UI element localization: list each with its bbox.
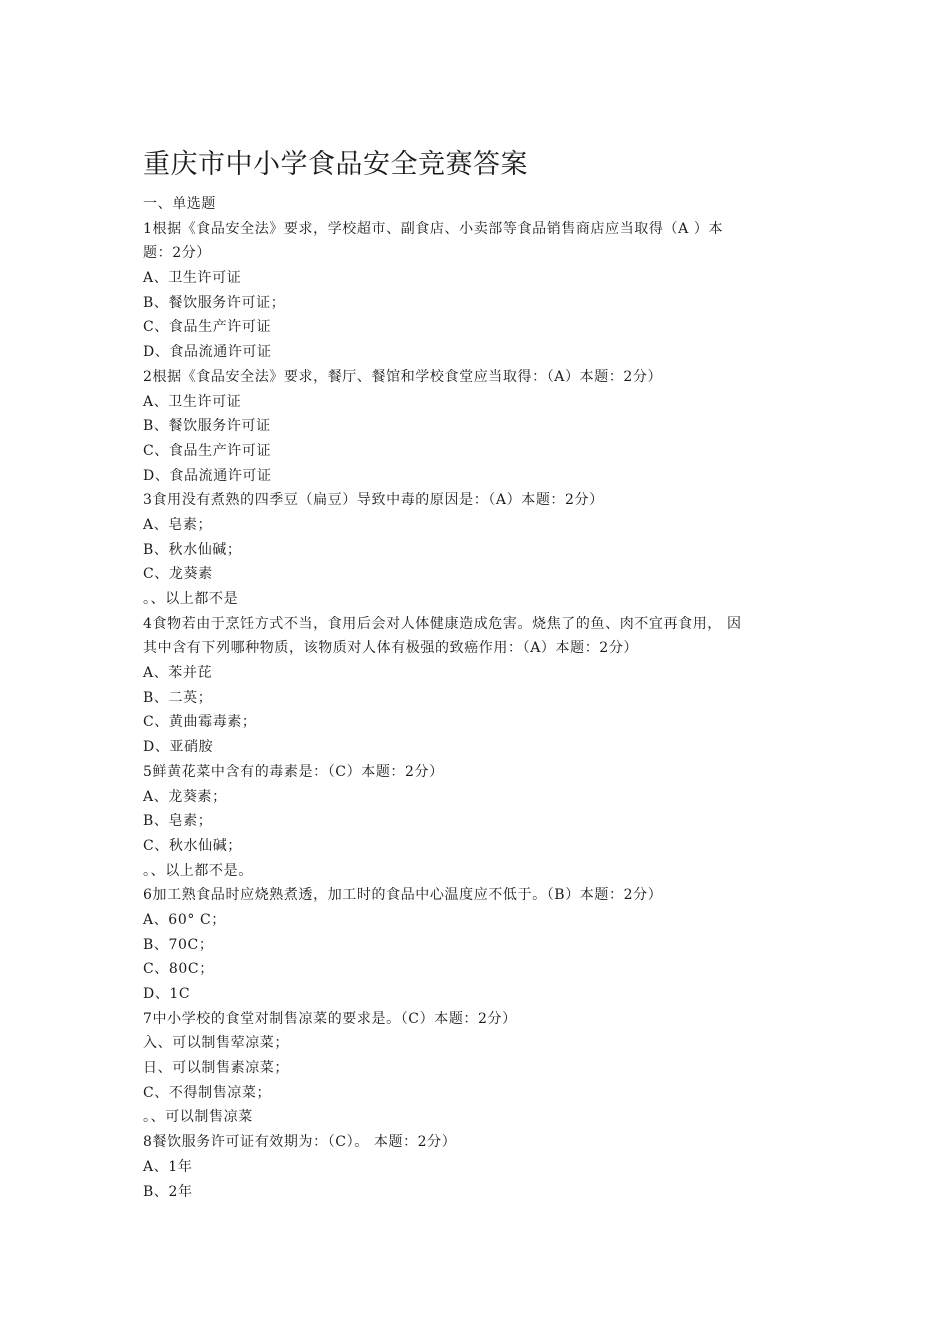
option-line: C、不得制售凉菜；: [143, 1084, 272, 1101]
question-4-line-1: 4食物若由于烹饪方式不当，食用后会对人体健康造成危害。烧焦了的鱼、肉不宜再食用， 因: [143, 615, 742, 632]
option-line: D、1C: [143, 986, 191, 1002]
option-line: B、皂素；: [143, 813, 213, 830]
option-line: D、亚硝胺: [143, 739, 214, 756]
option-line: A、龙葵素；: [143, 788, 227, 805]
option-line: 。、以上都不是: [143, 591, 239, 607]
option-line: C、80C；: [143, 961, 214, 978]
document-title: 重庆市中小学食品安全竞赛答案: [143, 149, 528, 180]
option-line: B、餐饮服务许可证: [143, 418, 271, 435]
option-line: C、食品生产许可证: [143, 319, 272, 336]
question-4-line-2: 其中含有下列哪种物质，该物质对人体有极强的致癌作用：（A）本题：2分）: [143, 640, 639, 657]
option-line: 日、可以制售素凉菜；: [143, 1060, 289, 1077]
question-1-line-1: 1根据《食品安全法》要求，学校超市、副食店、小卖部等食品销售商店应当取得（A ）本: [143, 220, 724, 237]
option-line: B、70C；: [143, 936, 214, 953]
option-line: C、黄曲霉毒素；: [143, 714, 257, 731]
option-line: D、食品流通许可证: [143, 344, 272, 361]
option-line: C、龙葵素: [143, 566, 213, 583]
option-line: D、食品流通许可证: [143, 467, 272, 484]
question-1-line-2: 题：2分）: [143, 245, 211, 262]
option-line: A、皂素；: [143, 516, 213, 533]
option-line: B、2年: [143, 1183, 193, 1200]
option-line: 入、可以制售荤凉菜；: [143, 1035, 289, 1052]
option-line: B、秋水仙碱；: [143, 541, 242, 558]
question-6: 6加工熟食品时应烧熟煮透，加工时的食品中心温度应不低于。（B）本题：2分）: [143, 887, 663, 904]
option-line: 。、可以制售凉菜: [143, 1109, 253, 1126]
document-body: [143, 192, 808, 1204]
option-line: B、二英；: [143, 689, 213, 706]
option-line: C、秋水仙碱；: [143, 837, 242, 854]
option-line: A、卫生许可证: [143, 270, 242, 287]
option-line: A、卫生许可证: [143, 393, 242, 410]
question-5: 5鲜黄花菜中含有的毒素是：（C）本题：2分）: [143, 763, 444, 780]
option-line: 。、以上都不是。: [143, 862, 253, 879]
option-line: C、食品生产许可证: [143, 442, 272, 459]
question-8: 8餐饮服务许可证有效期为：（C）。 本题：2分）: [143, 1134, 457, 1151]
question-2: 2根据《食品安全法》要求，餐厅、餐馆和学校食堂应当取得：（A）本题：2分）: [143, 368, 663, 385]
option-line: A、1年: [143, 1158, 193, 1175]
question-3: 3食用没有煮熟的四季豆（扁豆）导致中毒的原因是：（A）本题：2分）: [143, 492, 604, 509]
section-heading: 一、单选题: [143, 196, 216, 212]
option-line: A、60° C；: [143, 911, 226, 928]
option-line: B、餐饮服务许可证；: [143, 294, 286, 311]
option-line: A、苯并芘: [143, 665, 213, 682]
question-7: 7中小学校的食堂对制售凉菜的要求是。（C）本题：2分）: [143, 1010, 517, 1027]
